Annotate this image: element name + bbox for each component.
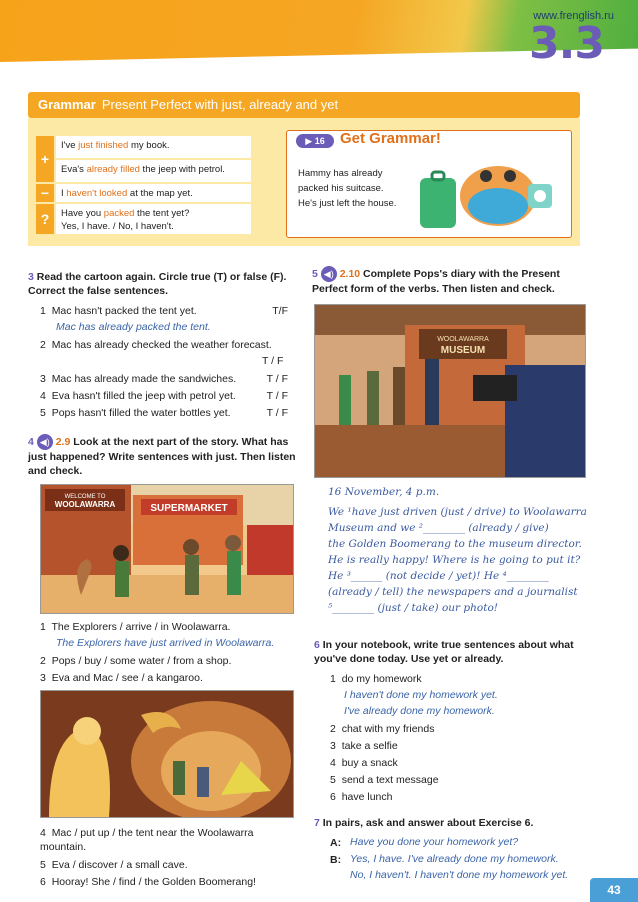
ex3-item: 1 Mac hasn't packed the tent yet. T/F [40, 305, 288, 317]
site-url: www.frenglish.ru [533, 10, 614, 22]
ex3-item: 2 Mac has already checked the weather forecast. [40, 339, 272, 351]
camera-icon [473, 375, 517, 401]
ex7-b-text: Yes, I have. I've already done my homework. [350, 853, 559, 865]
audio-icon[interactable]: ◀) [321, 266, 337, 282]
get-grammar-line: packed his suitcase. [298, 183, 384, 194]
diary-line[interactable]: ⁵________ (just / take) our photo! [328, 602, 498, 614]
grammar-label: Grammar [38, 97, 96, 112]
true-false-choice[interactable]: T/F [272, 305, 288, 317]
ex6-item: 2 chat with my friends [330, 723, 435, 735]
ex6-answer: I've already done my homework. [344, 705, 495, 717]
ex3-instruction: 3 Read the cartoon again. Circle true (T) or false (F). Correct the false sentences. [28, 271, 287, 297]
diary-line: the Golden Boomerang to the museum director. [328, 538, 582, 550]
svg-text:MUSEUM: MUSEUM [440, 345, 486, 356]
grammar-row: I've just finished my book. [56, 136, 251, 158]
ex7-instruction: 7 In pairs, ask and answer about Exercise 6. [314, 817, 534, 829]
suitcase-icon [420, 178, 456, 228]
ex3-item: 4 Eva hasn't filled the jeep with petrol yet. T / F [40, 390, 288, 402]
ex6-item: 3 take a selfie [330, 740, 398, 752]
grammar-row: I haven't looked at the map yet. [56, 184, 251, 202]
ex6-item: 6 have lunch [330, 791, 393, 803]
true-false-choice[interactable]: T / F [262, 355, 284, 367]
ex7-a-text: Have you done your homework yet? [350, 836, 519, 848]
diary-line: We ¹have just driven (just / drive) to Woolawarra [328, 506, 587, 518]
plus-icon: + [36, 136, 54, 182]
ex7-a-label: A: [330, 837, 342, 849]
cave-illustration [40, 690, 294, 818]
ex3-answer: Mac has already packed the tent. [56, 321, 211, 333]
ex6-answer: I haven't done my homework yet. [344, 689, 498, 701]
ex7-b-text: No, I haven't. I haven't done my homework yet. [350, 869, 569, 881]
play-track-badge[interactable]: ▶ 16 [296, 134, 334, 148]
ex5-instruction: 5 ◀) 2.10 Complete Pops's diary with the Present Perfect form of the verbs. Then listen and check. [312, 267, 560, 295]
ex4-item: 2 Pops / buy / some water / from a shop. [40, 655, 232, 667]
ex4-item: 6 Hooray! She / find / the Golden Boomerang! [40, 876, 256, 888]
grammar-title [38, 97, 338, 112]
diary-line[interactable]: He ³______ (not decide / yet)! He ⁴________ [328, 570, 549, 582]
museum-illustration [314, 304, 586, 478]
true-false-choice[interactable]: T / F [266, 390, 288, 402]
ex3-item: 3 Mac has already made the sandwiches. T / F [40, 373, 288, 385]
ex4-item: 1 The Explorers / arrive / in Woolawarra. [40, 621, 231, 633]
ex4-answer: The Explorers have just arrived in Woolawarra. [56, 637, 275, 649]
ex6-item: 5 send a text message [330, 774, 439, 786]
diary-line: He is really happy! Where is he going to put it? [328, 554, 581, 566]
ex6-item: 1 do my homework [330, 673, 422, 685]
minus-icon: − [36, 184, 54, 202]
true-false-choice[interactable]: T / F [266, 373, 288, 385]
question-icon: ? [36, 204, 54, 234]
ex4-item: 4 Mac / put up / the tent near the Woolawarra mountain. [40, 827, 254, 853]
true-false-choice[interactable]: T / F [266, 407, 288, 419]
ex4-item: 5 Eva / discover / a small cave. [40, 859, 188, 871]
diary-date: 16 November, 4 p.m. [328, 486, 440, 498]
ex3-item: 5 Pops hasn't filled the water bottles yet. T / F [40, 407, 288, 419]
svg-text:WOOLAWARRA: WOOLAWARRA [54, 500, 116, 509]
ex7-b-label: B: [330, 854, 342, 866]
grammar-row: Eva's already filled the jeep with petrol. [56, 160, 251, 182]
get-grammar-line: Hammy has already [298, 168, 383, 179]
woolawarra-town-illustration [40, 484, 294, 614]
grammar-heading: Present Perfect with just, already and yet [101, 97, 339, 112]
get-grammar-line: He's just left the house. [298, 198, 397, 209]
diary-line[interactable]: Museum and we ²________ (already / give) [328, 522, 549, 534]
get-grammar-title: Get Grammar! [340, 130, 441, 147]
ex4-item: 3 Eva and Mac / see / a kangaroo. [40, 672, 203, 684]
supermarket-sign: SUPERMARKET [150, 503, 228, 514]
svg-text:WOOLAWARRA: WOOLAWARRA [437, 336, 489, 343]
hamster-illustration [420, 148, 560, 234]
ex6-item: 4 buy a snack [330, 757, 398, 769]
ex6-instruction: 6 In your notebook, write true sentences about what you've done today. Use yet or already. [314, 639, 574, 665]
ex4-instruction: 4 ◀) 2.9 Look at the next part of the story. What has just happened? Write sentences with just. Then listen and check. [28, 435, 296, 477]
audio-icon[interactable]: ◀) [37, 434, 53, 450]
grammar-row: Have you packed the tent yet? Yes, I have. / No, I haven't. [56, 204, 251, 234]
page-number: 43 [590, 878, 638, 902]
welcome-sign: WELCOME TO [64, 494, 106, 500]
diary-line: (already / tell) the newspapers and a journalist [328, 586, 578, 598]
short-answers: Yes, I have. / No, I haven't. [61, 221, 174, 232]
unit-number: 3.3 [529, 18, 604, 69]
